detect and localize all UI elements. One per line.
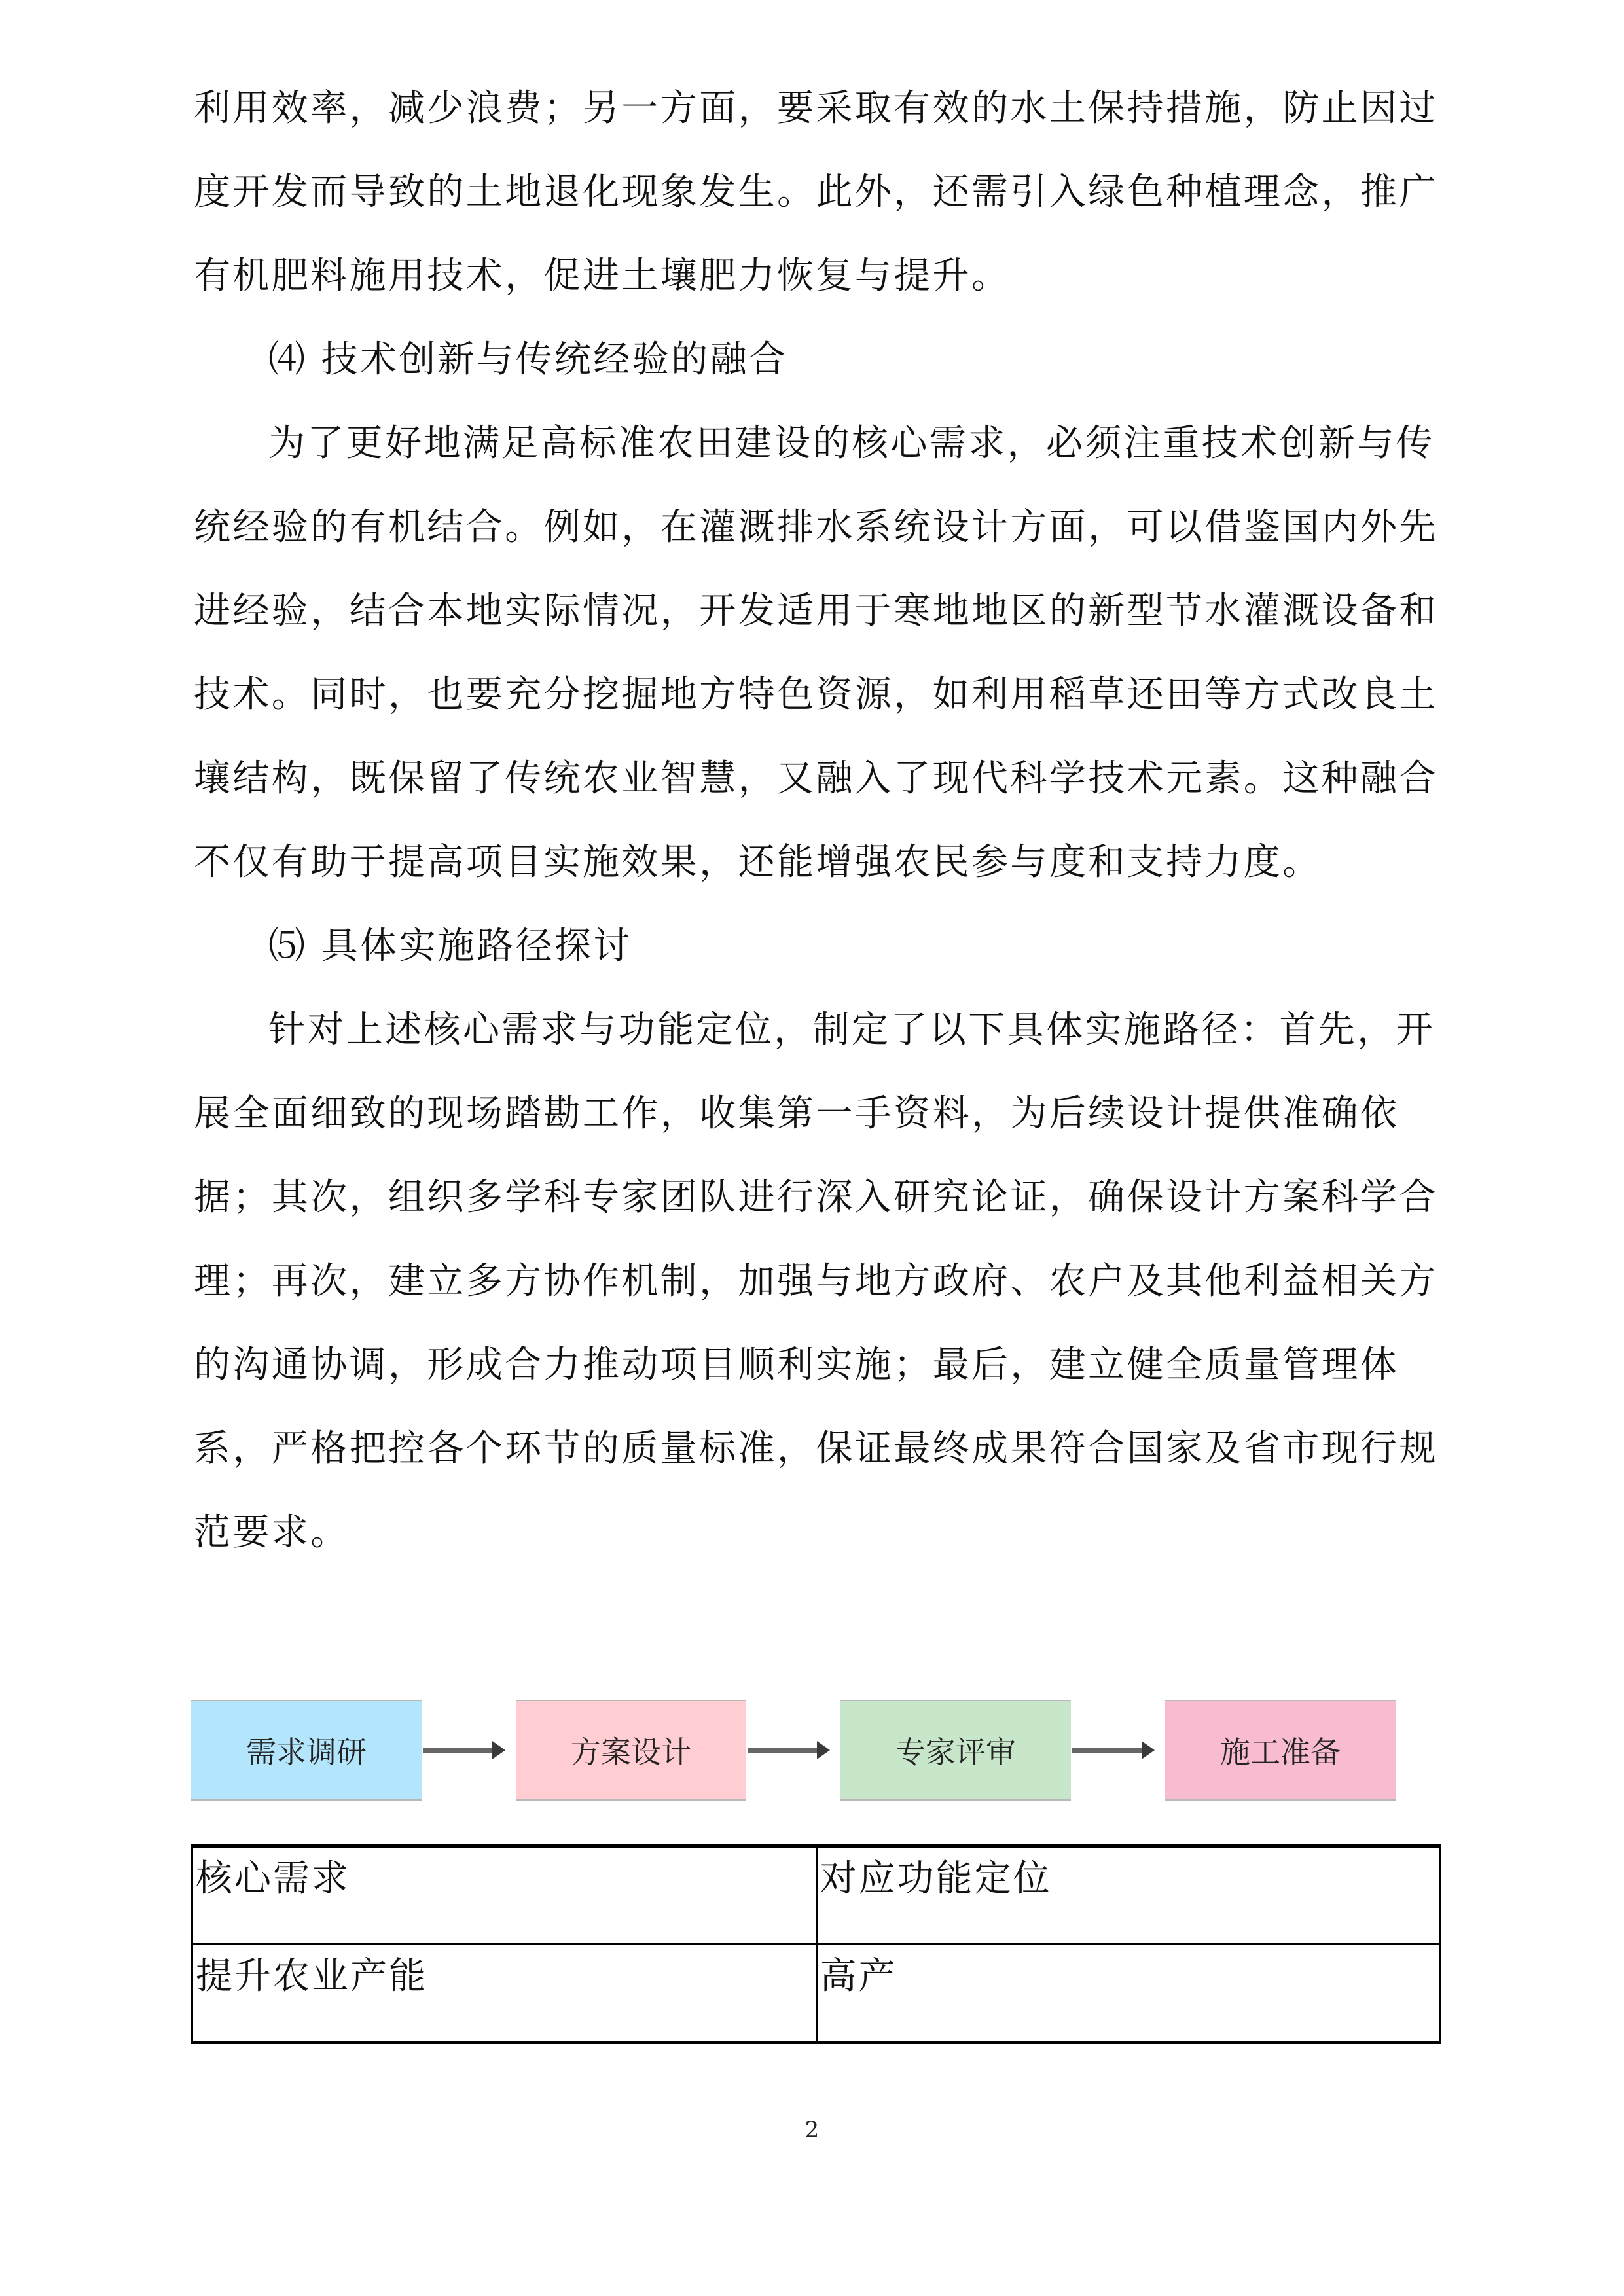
- arrow-right-icon: [1072, 1743, 1157, 1757]
- paragraph-line: 针对上述核心需求与功能定位，制定了以下具体实施路径：首先，开: [268, 1009, 1435, 1051]
- paragraph-line: 不仅有助于提高项目实施效果，还能增强农民参与度和支持力度。: [194, 841, 1322, 884]
- paragraph-line: 展全面细致的现场踏勘工作，收集第一手资料，为后续设计提供准确依: [194, 1092, 1399, 1135]
- paragraph-line: 系，严格把控各个环节的质量标准，保证最终成果符合国家及省市现行规: [194, 1427, 1438, 1470]
- flow-step-plan-design: 方案设计: [516, 1700, 746, 1801]
- table-cell: 提升农业产能: [192, 1945, 817, 2043]
- page-number: 2: [804, 2117, 820, 2143]
- paragraph-line: 度开发而导致的土地退化现象发生。此外，还需引入绿色种植理念，推广: [194, 171, 1438, 213]
- paragraph-line: 壤结构，既保留了传统农业智慧，又融入了现代科学技术元素。这种融合: [194, 757, 1438, 800]
- paragraph-line: 据；其次，组织多学科专家团队进行深入研究论证，确保设计方案科学合: [194, 1176, 1438, 1219]
- paragraph-line: 的沟通协调，形成合力推动项目顺利实施；最后，建立健全质量管理体: [194, 1344, 1399, 1386]
- process-flowchart: [191, 1700, 1422, 1802]
- paragraph-line: 有机肥料施用技术，促进土壤肥力恢复与提升。: [194, 255, 1011, 297]
- table-header-cell: 核心需求: [192, 1846, 817, 1945]
- arrow-right-icon: [423, 1743, 508, 1757]
- table-row: [192, 1945, 1441, 2043]
- table-cell: 高产: [816, 1945, 1441, 2043]
- requirements-table: [191, 1844, 1441, 2044]
- paragraph-line: 统经验的有机结合。例如，在灌溉排水系统设计方面，可以借鉴国内外先: [194, 506, 1438, 548]
- table-header-cell: 对应功能定位: [816, 1846, 1441, 1945]
- paragraph-line: 为了更好地满足高标准农田建设的核心需求，必须注重技术创新与传: [268, 422, 1435, 465]
- arrow-right-icon: [748, 1743, 833, 1757]
- flow-step-construction-prep: 施工准备: [1165, 1700, 1396, 1801]
- paragraph-line: 进经验，结合本地实际情况，开发适用于寒地地区的新型节水灌溉设备和: [194, 590, 1438, 632]
- paragraph-line: 理；再次，建立多方协作机制，加强与地方政府、农户及其他利益相关方: [194, 1260, 1438, 1302]
- paragraph-line: 技术。同时，也要充分挖掘地方特色资源，如利用稻草还田等方式改良土: [194, 673, 1438, 716]
- flow-step-demand-research: 需求调研: [191, 1700, 422, 1801]
- section-heading-5: ⑸ 具体实施路径探讨: [268, 925, 632, 967]
- paragraph-line: 范要求。: [194, 1511, 350, 1554]
- section-heading-4: ⑷ 技术创新与传统经验的融合: [268, 338, 788, 381]
- table-header-row: [192, 1846, 1441, 1945]
- flow-step-expert-review: 专家评审: [840, 1700, 1071, 1801]
- paragraph-line: 利用效率，减少浪费；另一方面，要采取有效的水土保持措施，防止因过: [194, 87, 1438, 130]
